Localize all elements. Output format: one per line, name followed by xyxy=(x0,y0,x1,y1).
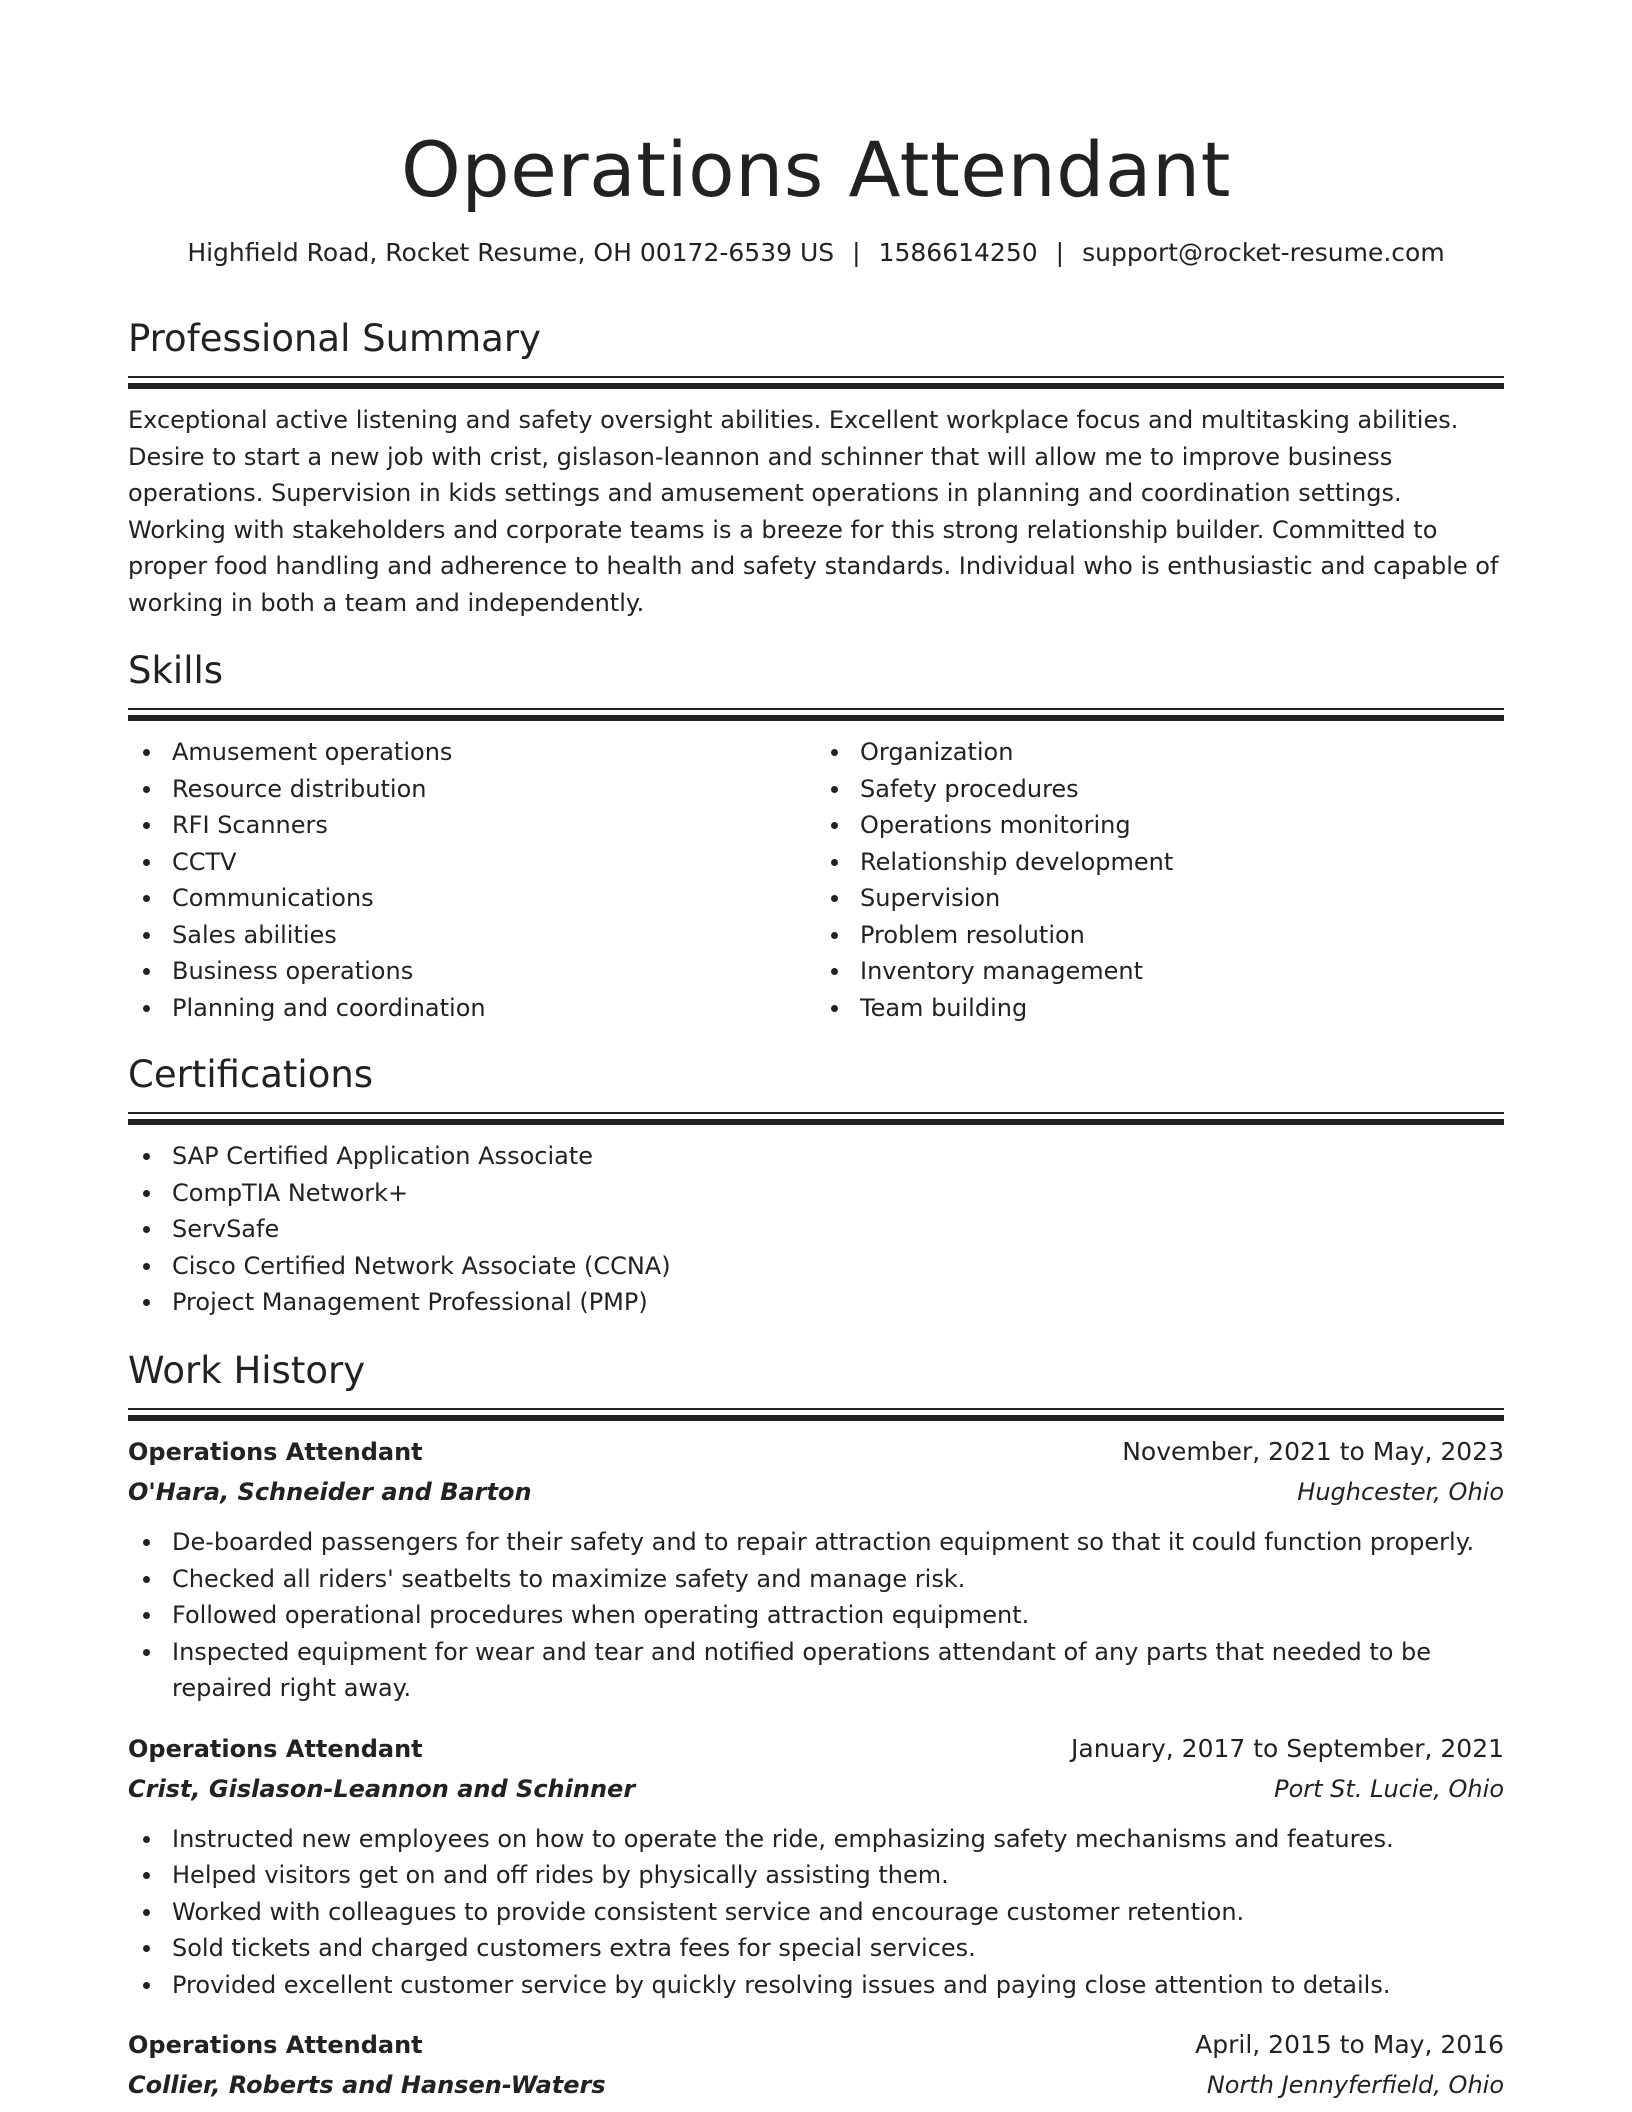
job-location: Hughcester, Ohio xyxy=(1297,1478,1504,1506)
skills-section xyxy=(128,648,1504,1026)
resume-page xyxy=(128,0,1504,2099)
section-divider xyxy=(128,708,1504,720)
skills-list-left xyxy=(128,734,816,1026)
list-item: Resource distribution xyxy=(172,771,816,808)
list-item: Amusement operations xyxy=(172,734,816,771)
list-item: Communications xyxy=(172,880,816,917)
list-item: SAP Certified Application Associate xyxy=(172,1138,1504,1175)
job-location: North Jennyferfield, Ohio xyxy=(1206,2071,1504,2099)
contact-line xyxy=(128,236,1504,270)
job-location: Port St. Lucie, Ohio xyxy=(1274,1774,1504,1803)
job-dates: January, 2017 to September, 2021 xyxy=(1071,1733,1504,1763)
section-title-skills: Skills xyxy=(128,649,224,692)
job-title: Operations Attendant xyxy=(128,1734,423,1763)
list-item: Helped visitors get on and off rides by physically assisting them. xyxy=(172,1857,1504,1894)
list-item: Operations monitoring xyxy=(860,807,1504,844)
resume-name: Operations Attendant xyxy=(401,125,1231,214)
list-item: CompTIA Network+ xyxy=(172,1175,1504,1212)
summary-text: Exceptional active listening and safety oversight abilities. Excellent workplace focus and multitasking abilities. Desire to start a new job with crist, gislason-leannon and schinner that will allow me to improve business operations. Supervision in kids settings and amusement operations in planning and coordination settings. Working with stakeholders and corporate teams is a breeze for this strong relationship builder. Committed to proper food handling and adherence to health and safety standards. Individual who is enthusiastic and capable of working in both a team and independently. xyxy=(128,406,1499,617)
list-item: Followed operational procedures when operating attraction equipment. xyxy=(172,1597,1504,1634)
list-item: Project Management Professional (PMP) xyxy=(172,1284,1504,1321)
list-item: Business operations xyxy=(172,953,816,990)
job-header xyxy=(128,2025,1504,2065)
job-title: Operations Attendant xyxy=(128,1438,423,1466)
section-divider xyxy=(128,1112,1504,1124)
list-item: Checked all riders' seatbelts to maximize safety and manage risk. xyxy=(172,1561,1504,1598)
contact-email: support@rocket-resume.com xyxy=(1082,238,1445,267)
list-item: Sales abilities xyxy=(172,917,816,954)
job-entry xyxy=(128,1729,1504,2004)
list-item: Cisco Certified Network Associate (CCNA) xyxy=(172,1248,1504,1285)
job-entry xyxy=(128,2025,1504,2105)
job-header xyxy=(128,1432,1504,1472)
job-employer: Crist, Gislason-Leannon and Schinner xyxy=(128,1774,636,1803)
job-employer: Collier, Roberts and Hansen-Waters xyxy=(128,2071,606,2099)
list-item: RFI Scanners xyxy=(172,807,816,844)
section-divider xyxy=(128,376,1504,388)
list-item: Sold tickets and charged customers extra fees for special services. xyxy=(172,1930,1504,1967)
list-item: De-boarded passengers for their safety and to repair attraction equipment so that it could function properly. xyxy=(172,1524,1504,1561)
list-item: Worked with colleagues to provide consistent service and encourage customer retention. xyxy=(172,1894,1504,1931)
list-item: Problem resolution xyxy=(860,917,1504,954)
job-subheader xyxy=(128,1769,1504,1809)
section-title-work-history: Work History xyxy=(128,1349,366,1392)
section-title-certifications: Certifications xyxy=(128,1053,374,1096)
list-item: ServSafe xyxy=(172,1211,1504,1248)
skills-list-right xyxy=(816,734,1504,1026)
contact-separator: | xyxy=(852,238,861,267)
job-bullets xyxy=(128,1524,1504,1707)
section-divider xyxy=(128,1408,1504,1420)
work-history-section xyxy=(128,1348,1504,2105)
job-subheader xyxy=(128,2065,1504,2105)
list-item: Team building xyxy=(860,990,1504,1027)
job-dates: November, 2021 to May, 2023 xyxy=(1122,1437,1504,1466)
certifications-list xyxy=(128,1138,1504,1321)
certifications-section xyxy=(128,1052,1504,1321)
contact-phone: 1586614250 xyxy=(878,238,1038,267)
skills-grid xyxy=(128,734,1504,1026)
section-title-summary: Professional Summary xyxy=(128,317,541,360)
list-item: CCTV xyxy=(172,844,816,881)
list-item: Safety procedures xyxy=(860,771,1504,808)
summary-section xyxy=(128,316,1504,621)
list-item: Supervision xyxy=(860,880,1504,917)
list-item: Planning and coordination xyxy=(172,990,816,1027)
job-employer: O'Hara, Schneider and Barton xyxy=(128,1478,532,1506)
contact-separator: | xyxy=(1055,238,1065,267)
job-entry xyxy=(128,1432,1504,1707)
list-item: Inventory management xyxy=(860,953,1504,990)
job-title: Operations Attendant xyxy=(128,2031,423,2059)
job-header xyxy=(128,1729,1504,1769)
list-item: Organization xyxy=(860,734,1504,771)
job-subheader xyxy=(128,1472,1504,1512)
list-item: Instructed new employees on how to operate the ride, emphasizing safety mechanisms and features. xyxy=(172,1821,1504,1858)
job-dates: April, 2015 to May, 2016 xyxy=(1195,2030,1504,2059)
contact-address: Highfield Road, Rocket Resume, OH 00172-6539 US xyxy=(187,238,835,267)
job-bullets xyxy=(128,1821,1504,2004)
list-item: Provided excellent customer service by quickly resolving issues and paying close attention to details. xyxy=(172,1967,1504,2004)
list-item: Relationship development xyxy=(860,844,1504,881)
list-item: Inspected equipment for wear and tear and notified operations attendant of any parts that needed to be repaired right away. xyxy=(172,1634,1504,1707)
